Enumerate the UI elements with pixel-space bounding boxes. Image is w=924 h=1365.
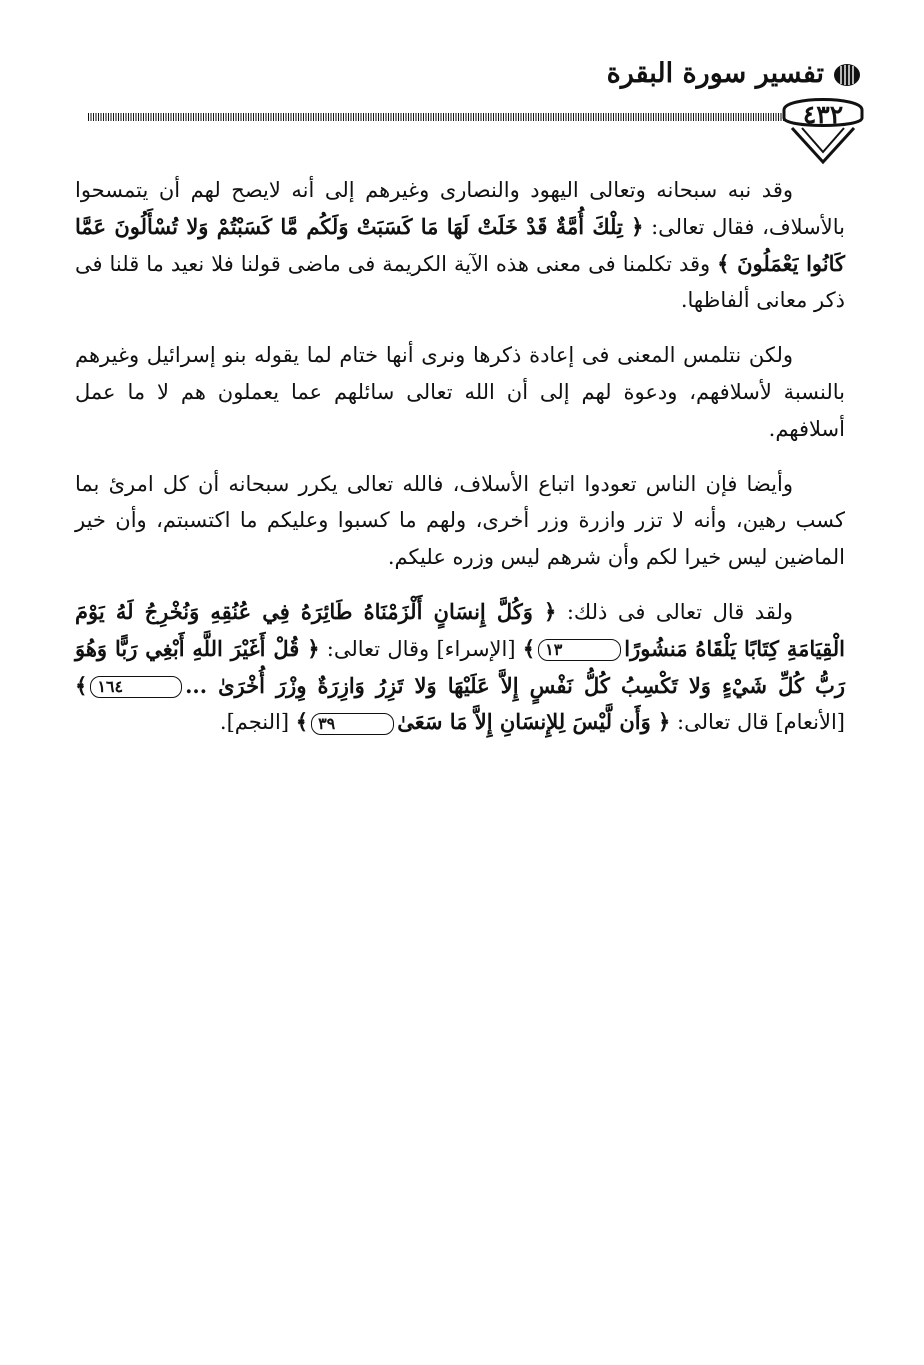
paragraph-text: [الأنعام] قال تعالى: <box>670 710 845 735</box>
paragraph <box>75 172 845 319</box>
quran-verse: ﴿ وَأَن لَّيْسَ لِلإِنسَانِ إِلاَّ مَا سَعَىٰ <box>397 709 671 735</box>
paragraph-text: [الإسراء] وقال تعالى: <box>319 636 523 661</box>
quran-verse: ﴿ قُلْ أَغَيْرَ اللَّهِ أَبْغِي رَبًّا وَهُوَ رَبُّ كُلِّ شَيْءٍ وَلا تَكْسِبُ كُلُّ نَفْسٍ إِلاَّ عَلَيْهَا وَلا تَزِرُ وَازِرَةٌ وِزْرَ أُخْرَىٰ ... <box>75 635 845 698</box>
paragraph-text: وقد تكلمنا فى معنى هذه الآية الكريمة فى ماضى قولنا فلا نعيد ما قلنا فى ذكر معانى ألفاظها. <box>75 251 845 313</box>
ayah-number: ٣٩ <box>311 713 394 735</box>
paragraph-text: ولقد قال تعالى فى ذلك: <box>556 599 793 624</box>
page-number: ٤٣٢ <box>802 100 844 129</box>
paragraph <box>75 466 845 576</box>
ayah-number: ١٣ <box>538 639 621 661</box>
paragraph-text: وقد نبه سبحانه وتعالى اليهود والنصارى وغيرهم إلى أنه لايصح لهم أن يتمسحوا بالأسلاف، فقال تعالى: <box>75 178 845 239</box>
paragraph <box>75 337 845 447</box>
quran-verse: ﴿ وَكُلَّ إِنسَانٍ أَلْزَمْنَاهُ طَائِرَهُ فِي عُنُقِهِ وَنُخْرِجُ لَهُ يَوْمَ الْقِيَامَةِ كِتَابًا يَلْقَاهُ مَنشُورًا <box>75 598 845 661</box>
quran-verse: ﴾ <box>75 672 88 698</box>
quran-verse: ﴿ تِلْكَ أُمَّةٌ قَدْ خَلَتْ لَهَا مَا كَسَبَتْ وَلَكُم مَّا كَسَبْتُمْ وَلا تُسْأَلُونَ عَمَّا كَانُوا يَعْمَلُونَ ﴾ <box>75 213 845 276</box>
paragraph-text: وأيضا فإن الناس تعودوا اتباع الأسلاف، فالله تعالى يكرر سبحانه أن كل امرئ بما كسب رهين، وأنه لا تزر وازرة وزر أخرى، ولهم ما كسبوا وعليكم ما اكتسبتم، وأن خير الماضين ليس خيرا لكم وأن شرهم ليس وزره عليكم. <box>75 471 845 570</box>
flower-ornament-icon <box>832 62 862 88</box>
paragraph-text: [النجم]. <box>219 710 296 735</box>
running-title: تفسير سورة البقرة <box>606 58 824 89</box>
paragraph <box>75 594 845 741</box>
body-text <box>75 172 845 759</box>
quran-verse: ﴾ <box>522 635 536 661</box>
paragraph-text: ولكن نتلمس المعنى فى إعادة ذكرها ونرى أنها ختام لما يقوله بنو إسرائيل وغيرهم بالنسبة لأسلافهم، ودعوة لهم إلى أن الله تعالى سائلهم عما يعملون هم لا ما عمل أسلافهم. <box>75 343 845 441</box>
header-rule <box>88 113 788 121</box>
ayah-number: ١٦٤ <box>90 676 182 698</box>
quran-verse: ﴾ <box>295 709 309 735</box>
page-header <box>0 0 924 170</box>
